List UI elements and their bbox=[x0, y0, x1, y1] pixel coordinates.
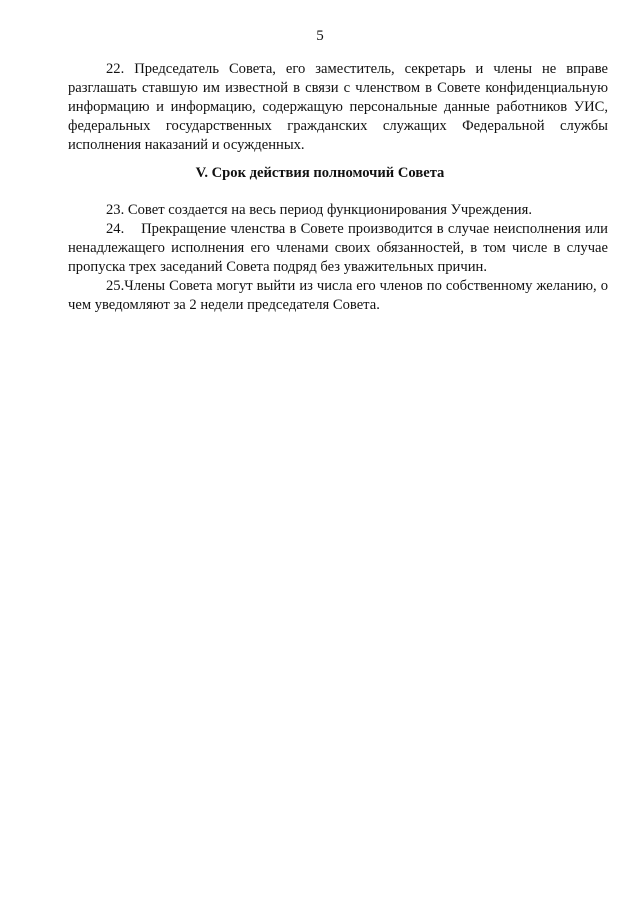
section-v-body bbox=[68, 201, 612, 315]
section-heading: V. Срок действия полномочий Совета bbox=[195, 165, 445, 181]
paragraph-25: 25.Члены Совета могут выйти из числа его членов по собственному желанию, о чем уведомляют за 2 недели председателя Совета. bbox=[68, 278, 608, 313]
paragraph-22: 22. Председатель Совета, его заместитель, секретарь и члены не вправе разглашать ставшую им известной в связи с членством в Совете конфиденциальную информацию и информацию, содержащую персональные данные работников УИС, федеральных государственных гражданских служащих Федеральной службы исполнения наказаний и осужденных. bbox=[68, 61, 608, 153]
page-number: 5 bbox=[316, 28, 324, 44]
paragraph-24: 24. Прекращение членства в Совете производится в случае неисполнения или ненадлежащего исполнения его членами своих обязанностей, в том числе в случае пропуска трех заседаний Совета подряд без уважительных причин. bbox=[68, 221, 612, 275]
clause-22-block bbox=[68, 60, 608, 155]
paragraph-23: 23. Совет создается на весь период функционирования Учреждения. bbox=[106, 202, 532, 218]
